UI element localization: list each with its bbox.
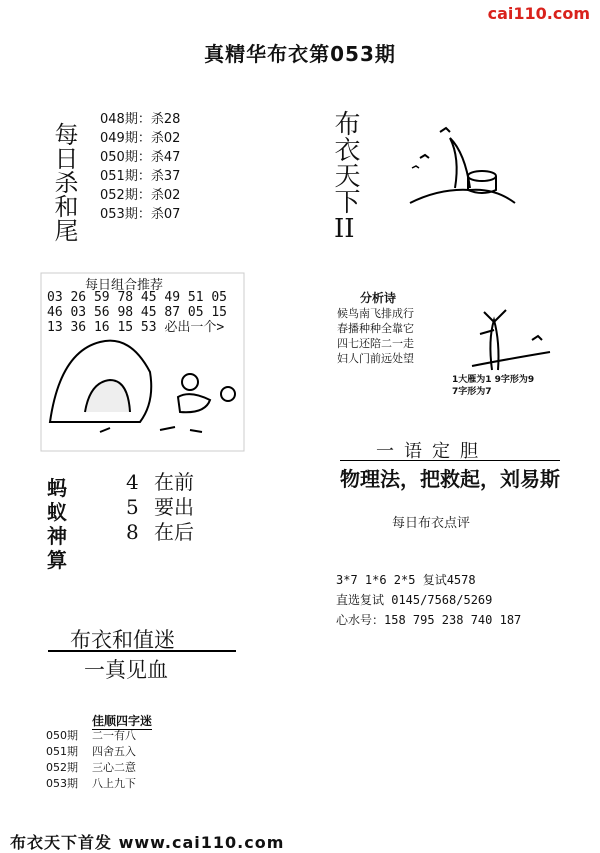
- combo-rows: [47, 290, 227, 335]
- ant-number: 4: [126, 470, 139, 494]
- ant-text: 在前: [154, 470, 194, 494]
- combo-row: 46 03 56 98 45 87 05 15: [47, 305, 228, 320]
- kill-tail-list: [100, 110, 180, 224]
- buyi-roman: II: [334, 214, 355, 244]
- ant-label: 蚂蚁神算: [47, 476, 67, 572]
- period-label: 050期: [46, 729, 78, 742]
- recommend-codes: [336, 570, 521, 630]
- yiyu-text: 物理法，把救起，刘易斯: [340, 460, 560, 492]
- poem-hint-line: 1大雁为1 9字形为9: [452, 375, 535, 385]
- code-line: 3*7 1*6 2*5 复试4578: [336, 573, 476, 587]
- ant-number: 8: [126, 520, 139, 544]
- list-item: 048期：杀28: [100, 112, 181, 127]
- plant-illustration: [462, 300, 552, 372]
- footer-link[interactable]: 布衣天下首发 www.cai110.com: [10, 833, 285, 852]
- combo-row: 03 26 59 78 45 49 51 05: [47, 290, 228, 305]
- list-item: [126, 520, 194, 545]
- ant-text: 在后: [154, 520, 194, 544]
- page-title: 真精华布衣第053期: [204, 42, 396, 66]
- kill-tail-label: 每日杀和尾: [50, 122, 78, 242]
- code-line: 直选复试 0145/7568/5269: [336, 593, 493, 607]
- poem-title: 分析诗: [360, 291, 397, 305]
- poem-line: 春播种种全靠它: [337, 322, 414, 335]
- ant-number: 5: [126, 495, 139, 519]
- combo-row: 13 36 16 15 53 必出一个>: [47, 320, 225, 335]
- poem-line: 四七还陪二一走: [337, 337, 414, 350]
- ant-list: [126, 470, 194, 545]
- code-line: 心水号：158 795 238 740 187: [336, 613, 522, 627]
- crane-illustration: [400, 118, 520, 218]
- riddle-text: 八上九下: [92, 777, 136, 790]
- list-item: 052期：杀02: [100, 188, 181, 203]
- list-item: 049期：杀02: [100, 131, 181, 146]
- list-item: [46, 728, 136, 744]
- list-item: [126, 495, 194, 520]
- combo-title: 每日组合推荐: [85, 278, 164, 293]
- poem-line: 妇人门前远处望: [337, 352, 414, 365]
- riddle-subtitle: 一真见血: [84, 658, 168, 682]
- list-item: [126, 470, 194, 495]
- site-mark[interactable]: cai110.com: [487, 4, 590, 23]
- list-item: 053期：杀07: [100, 207, 181, 222]
- ant-text: 要出: [154, 495, 194, 519]
- four-char-title: 佳顺四字迷: [92, 714, 153, 728]
- buyi-label: 布衣天下: [330, 110, 360, 214]
- riddle-text: 二一有八: [92, 729, 136, 742]
- riddle-title: 布衣和值迷: [70, 628, 175, 652]
- period-label: 052期: [46, 761, 78, 774]
- four-char-list: [46, 728, 136, 792]
- period-label: 053期: [46, 777, 78, 790]
- riddle-text: 三心二意: [92, 761, 136, 774]
- list-item: 050期：杀47: [100, 150, 181, 165]
- list-item: 051期：杀37: [100, 169, 181, 184]
- list-item: [46, 776, 136, 792]
- poem-lines: [337, 306, 414, 366]
- list-item: [46, 744, 136, 760]
- list-item: [46, 760, 136, 776]
- review-title: 每日布衣点评: [392, 516, 471, 531]
- poem-hint-line: 7字形为7: [452, 387, 492, 397]
- divider: [48, 650, 236, 652]
- poem-line: 候鸟南飞排成行: [337, 307, 414, 320]
- riddle-text: 四舍五入: [92, 745, 136, 758]
- period-label: 051期: [46, 745, 78, 758]
- yiyu-title: 一语定胆: [376, 441, 488, 462]
- poem-hint: [452, 374, 534, 398]
